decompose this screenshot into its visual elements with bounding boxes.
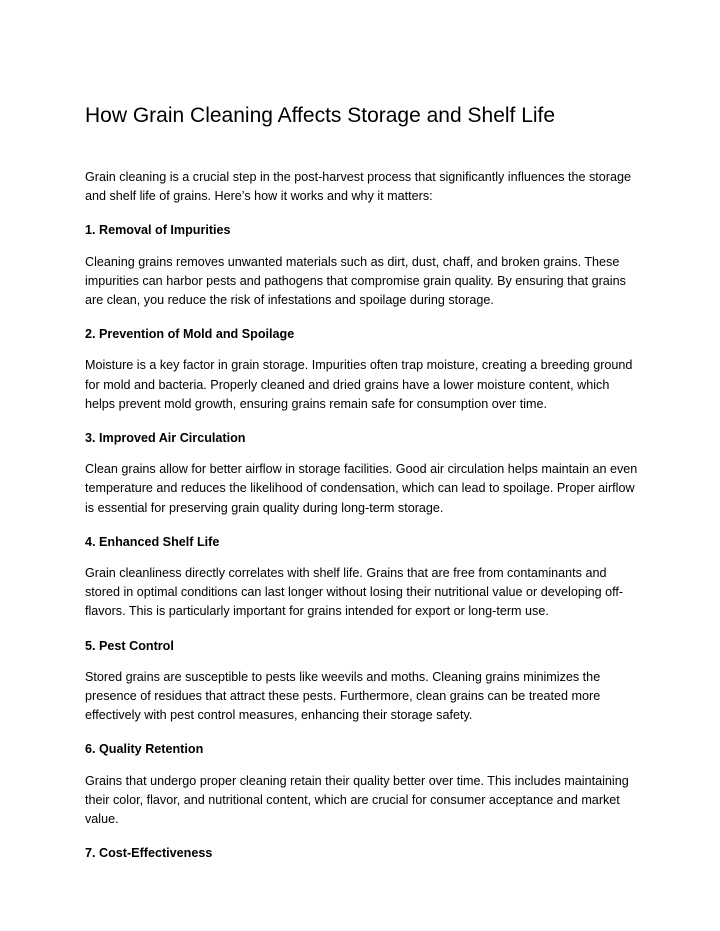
section-heading-enhanced-shelf-life: 4. Enhanced Shelf Life	[85, 534, 220, 549]
section-heading-removal-of-impurities: 1. Removal of Impurities	[85, 223, 231, 238]
section-heading-pest-control: 5. Pest Control	[85, 638, 174, 653]
section-heading-cost-effectiveness: 7. Cost-Effectiveness	[85, 846, 213, 861]
section-body-removal-of-impurities: Cleaning grains removes unwanted materials such as dirt, dust, chaff, and broken grains. These impurities can harbor pests and pathogens that compromise grain quality. By ensuring that grains are clean, you reduce the risk of infestations and spoilage during storage.	[85, 254, 626, 308]
intro-paragraph: Grain cleaning is a crucial step in the post-harvest process that significantly influences the storage and shelf life of grains. Here’s how it works and why it matters:	[85, 170, 632, 204]
section-body-air-circulation: Clean grains allow for better airflow in storage facilities. Good air circulation helps maintain an even temperature and reduces the likelihood of condensation, which can lead to spoilage. Proper airflow is essential for preserving grain quality during long-term storage.	[85, 462, 638, 515]
section-body-pest-control: Stored grains are susceptible to pests like weevils and moths. Cleaning grains minimizes the presence of residues that attract these pests. Furthermore, clean grains can be treated more effectively with pest control measures, enhancing their storage safety.	[85, 669, 601, 723]
section-heading-air-circulation: 3. Improved Air Circulation	[85, 431, 246, 446]
section-heading-prevention-of-mold: 2. Prevention of Mold and Spoilage	[85, 327, 295, 342]
section-body-prevention-of-mold: Moisture is a key factor in grain storage. Impurities often trap moisture, creating a breeding ground for mold and bacteria. Properly cleaned and dried grains have a lower moisture content, which helps prevent mold growth, ensuring grains remain safe for consumption over time.	[85, 358, 633, 411]
section-body-enhanced-shelf-life: Grain cleanliness directly correlates with shelf life. Grains that are free from contaminants and stored in optimal conditions can last longer without losing their nutritional value or developing off-flavors. This is particularly important for grains intended for export or long-term use.	[85, 566, 624, 619]
section-heading-quality-retention: 6. Quality Retention	[85, 742, 204, 757]
page-title: How Grain Cleaning Affects Storage and Shelf Life	[85, 104, 556, 127]
section-body-quality-retention: Grains that undergo proper cleaning retain their quality better over time. This includes maintaining their color, flavor, and nutritional content, which are crucial for consumer acceptance and market value.	[85, 773, 629, 827]
document-page	[85, 99, 640, 863]
